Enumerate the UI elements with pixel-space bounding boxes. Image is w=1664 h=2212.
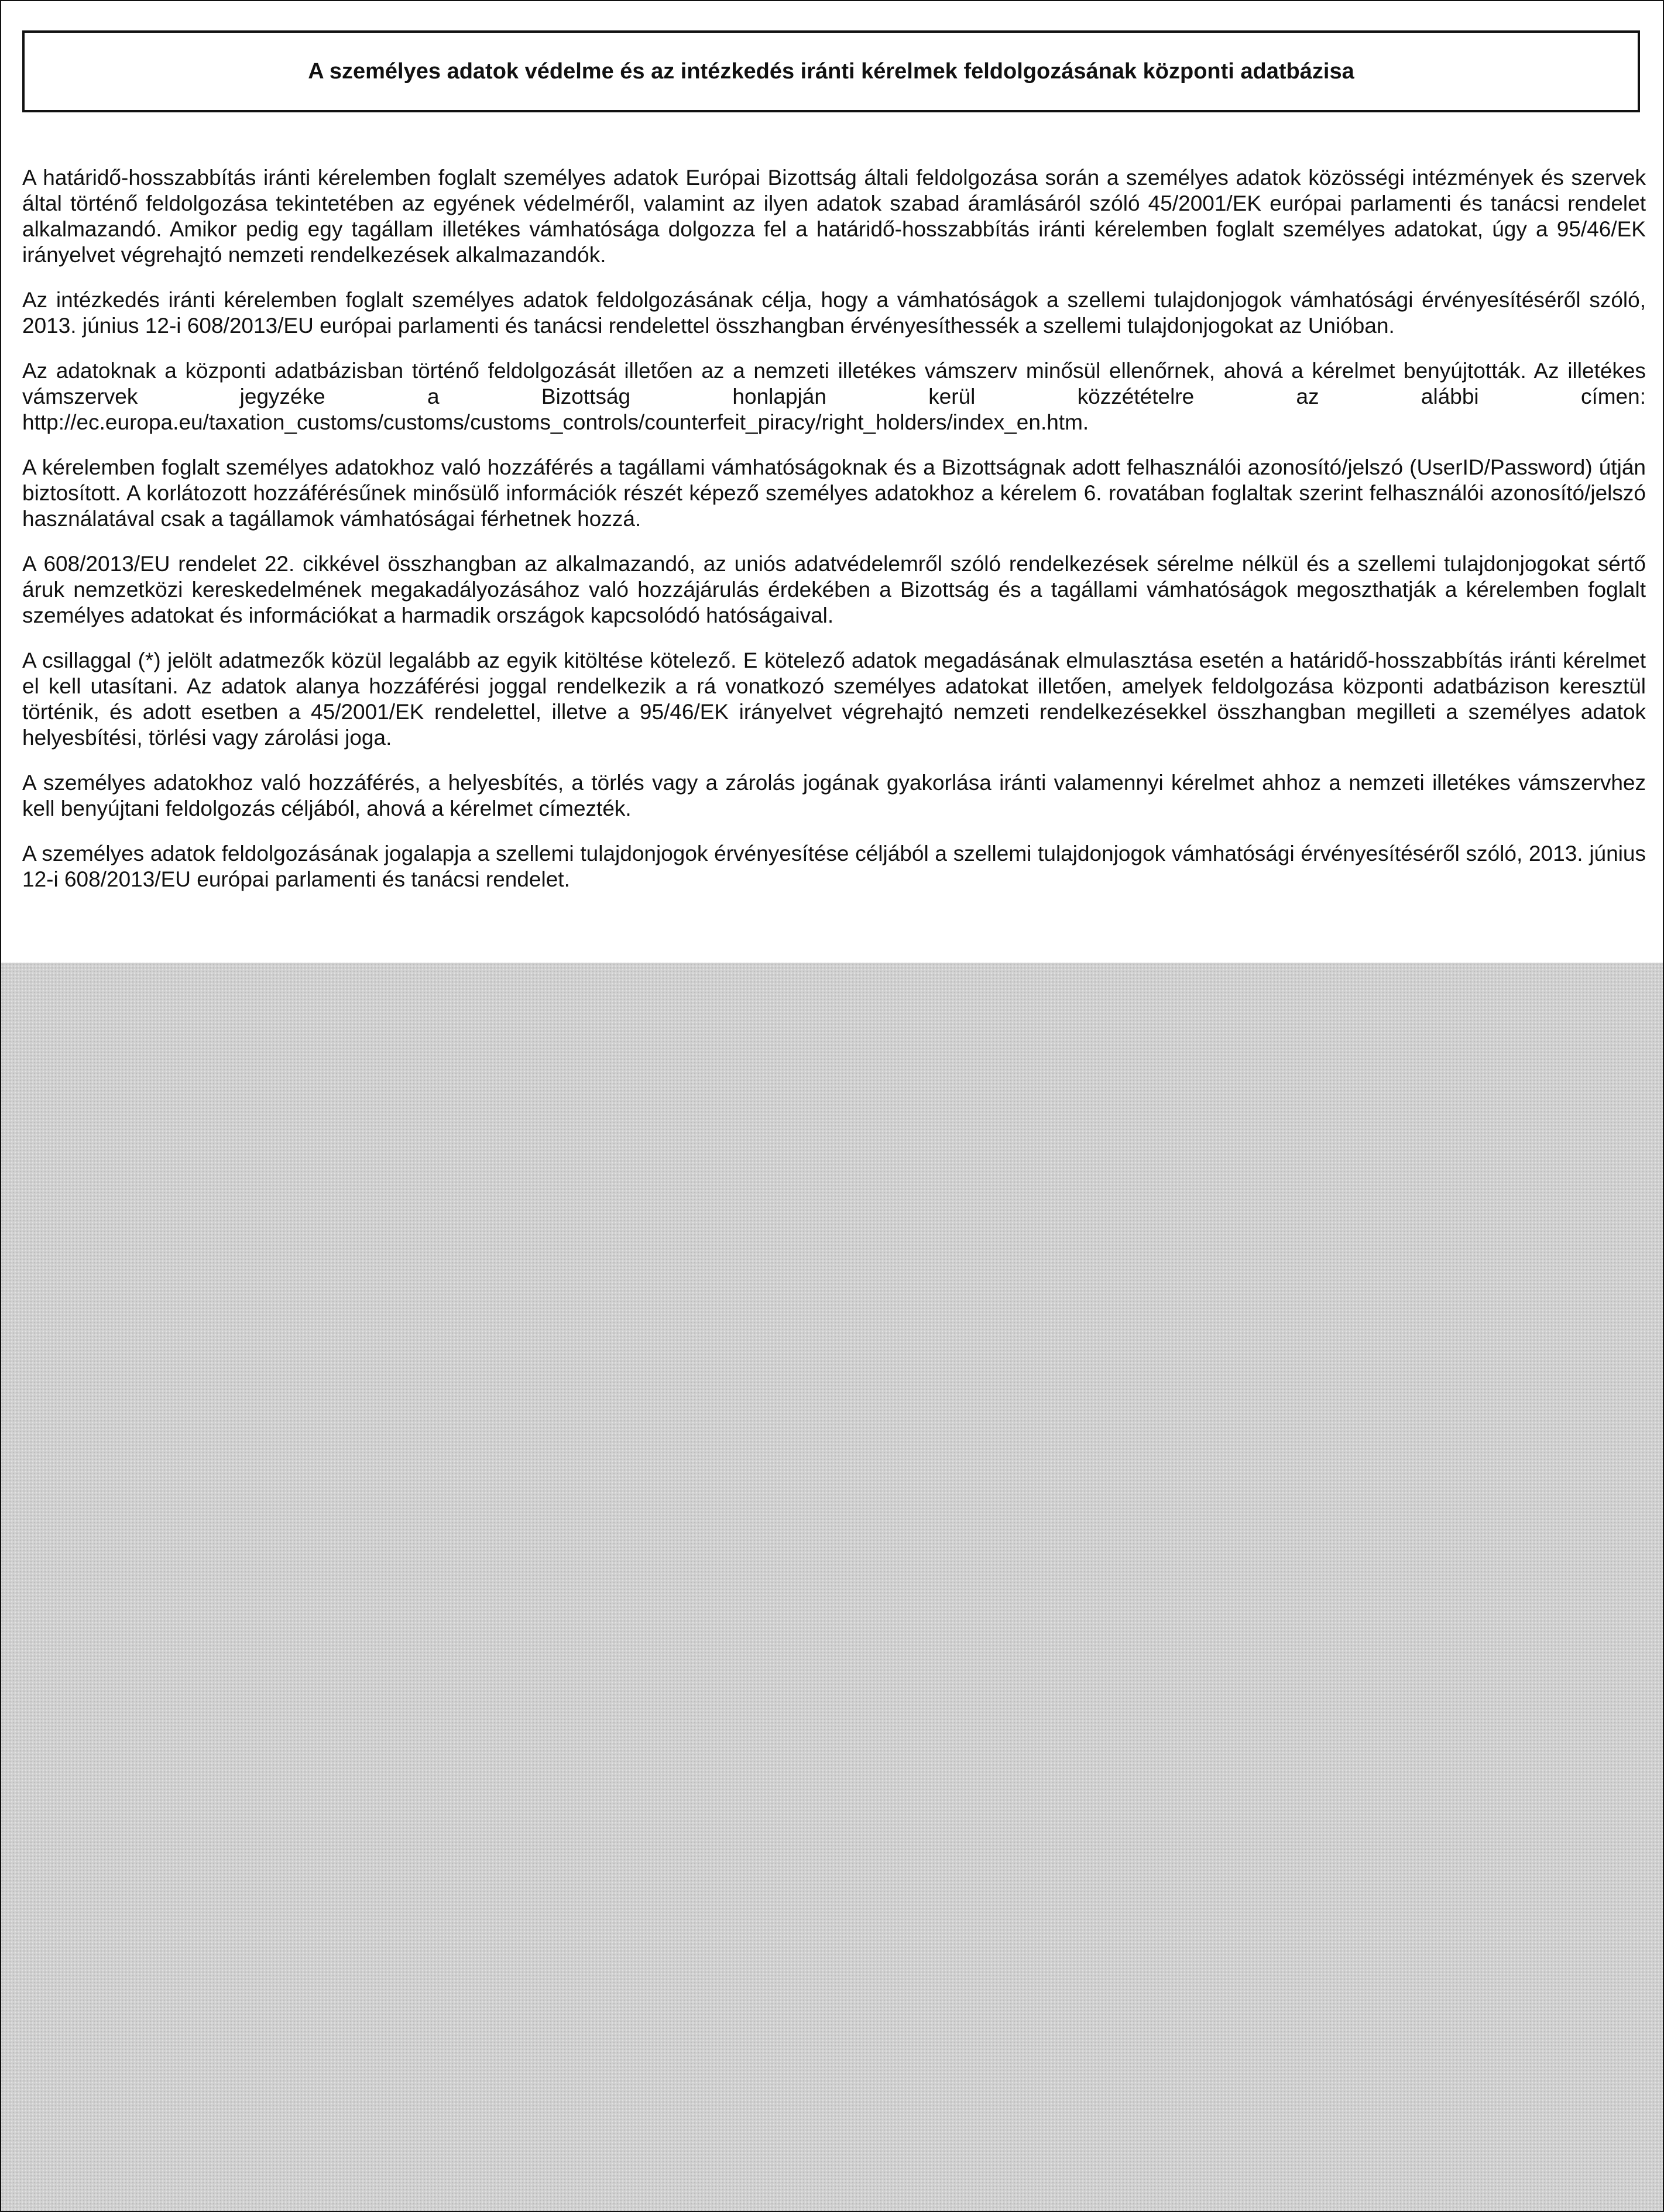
paragraph-7: A személyes adatokhoz való hozzáférés, a helyesbítés, a törlés vagy a zárolás jogának gyakorlása iránti valamennyi kérelmet ahhoz a nemzeti illetékes vámszervhez kell benyújtani feldolgozás céljából, ahová a kérelmet címezték. — [22, 771, 1646, 820]
paragraph-4: A kérelemben foglalt személyes adatokhoz való hozzáférés a tagállami vámhatóságoknak és a Bizottságnak adott felhasználói azonosító/jelszó (UserID/Password) útján biztosított. A korlátozott hozzáférésűnek minősülő információk részét képező személyes adatokhoz a kérelem 6. rovatában foglaltak szerint felhasználói azonosító/jelszó használatával csak a tagállamok vámhatóságai férhetnek hozzá. — [22, 455, 1646, 531]
paragraph-5: A 608/2013/EU rendelet 22. cikkével összhangban az alkalmazandó, az uniós adatvédelemről szóló rendelkezések sérelme nélkül és a szellemi tulajdonjogokat sértő áruk nemzetközi kereskedelmének megakadályozásához való hozzájárulás érdekében a Bizottság és a tagállami vámhatóságok megoszthatják a kérelemben foglalt személyes adatokat és információkat a harmadik országok kapcsolódó hatóságaival. — [22, 552, 1646, 627]
paragraph-1: A határidő-hosszabbítás iránti kérelemben foglalt személyes adatok Európai Bizottság általi feldolgozása során a személyes adatok közösségi intézmények és szervek által történő feldolgozása tekintetében az egyének védelméről, valamint az ilyen adatok szabad áramlásáról szóló 45/2001/EK európai parlamenti és tanácsi rendelet alkalmazandó. Amikor pedig egy tagállam illetékes vámhatósága dolgozza fel a határidő-hosszabbítás iránti kérelemben foglalt személyes adatokat, úgy a 95/46/EK irányelvet végrehajtó nemzeti rendelkezések alkalmazandók. — [22, 166, 1646, 267]
document-body — [22, 165, 1646, 912]
paragraph-8: A személyes adatok feldolgozásának jogalapja a szellemi tulajdonjogok érvényesítése céljából a szellemi tulajdonjogok vámhatósági érvényesítéséről szóló, 2013. június 12-i 608/2013/EU európai parlamenti és tanácsi rendelet. — [22, 841, 1646, 891]
redaction-mask — [1, 963, 1663, 2211]
document-title: A személyes adatok védelme és az intézkedés iránti kérelmek feldolgozásának központi adatbázisa — [308, 59, 1354, 84]
paragraph-3: Az adatoknak a központi adatbázisban történő feldolgozását illetően az a nemzeti illetékes vámszerv minősül ellenőrnek, ahová a kérelmet benyújtották. Az illetékes vámszervek jegyzéke a Bizottság honlapján kerül közzétételre az alábbi címen: http://ec.europa.eu/taxation_customs/customs/customs_controls/counterfeit_piracy/right_holders/index_en.htm. — [22, 359, 1646, 434]
title-box — [22, 30, 1640, 112]
paragraph-6: A csillaggal (*) jelölt adatmezők közül legalább az egyik kitöltése kötelező. E kötelező adatok megadásának elmulasztása esetén a határidő-hosszabbítás iránti kérelmet el kell utasítani. Az adatok alanya hozzáférési joggal rendelkezik a rá vonatkozó személyes adatokat illetően, amelyek feldolgozása központi adatbázison keresztül történik, és adott esetben a 45/2001/EK rendelettel, illetve a 95/46/EK irányelvet végrehajtó nemzeti rendelkezésekkel összhangban megilleti a személyes adatok helyesbítési, törlési vagy zárolási joga. — [22, 648, 1646, 750]
paragraph-2: Az intézkedés iránti kérelemben foglalt személyes adatok feldolgozásának célja, hogy a vámhatóságok a szellemi tulajdonjogok vámhatósági érvényesítéséről szóló, 2013. június 12-i 608/2013/EU európai parlamenti és tanácsi rendelettel összhangban érvényesíthessék a szellemi tulajdonjogokat az Unióban. — [22, 288, 1646, 338]
